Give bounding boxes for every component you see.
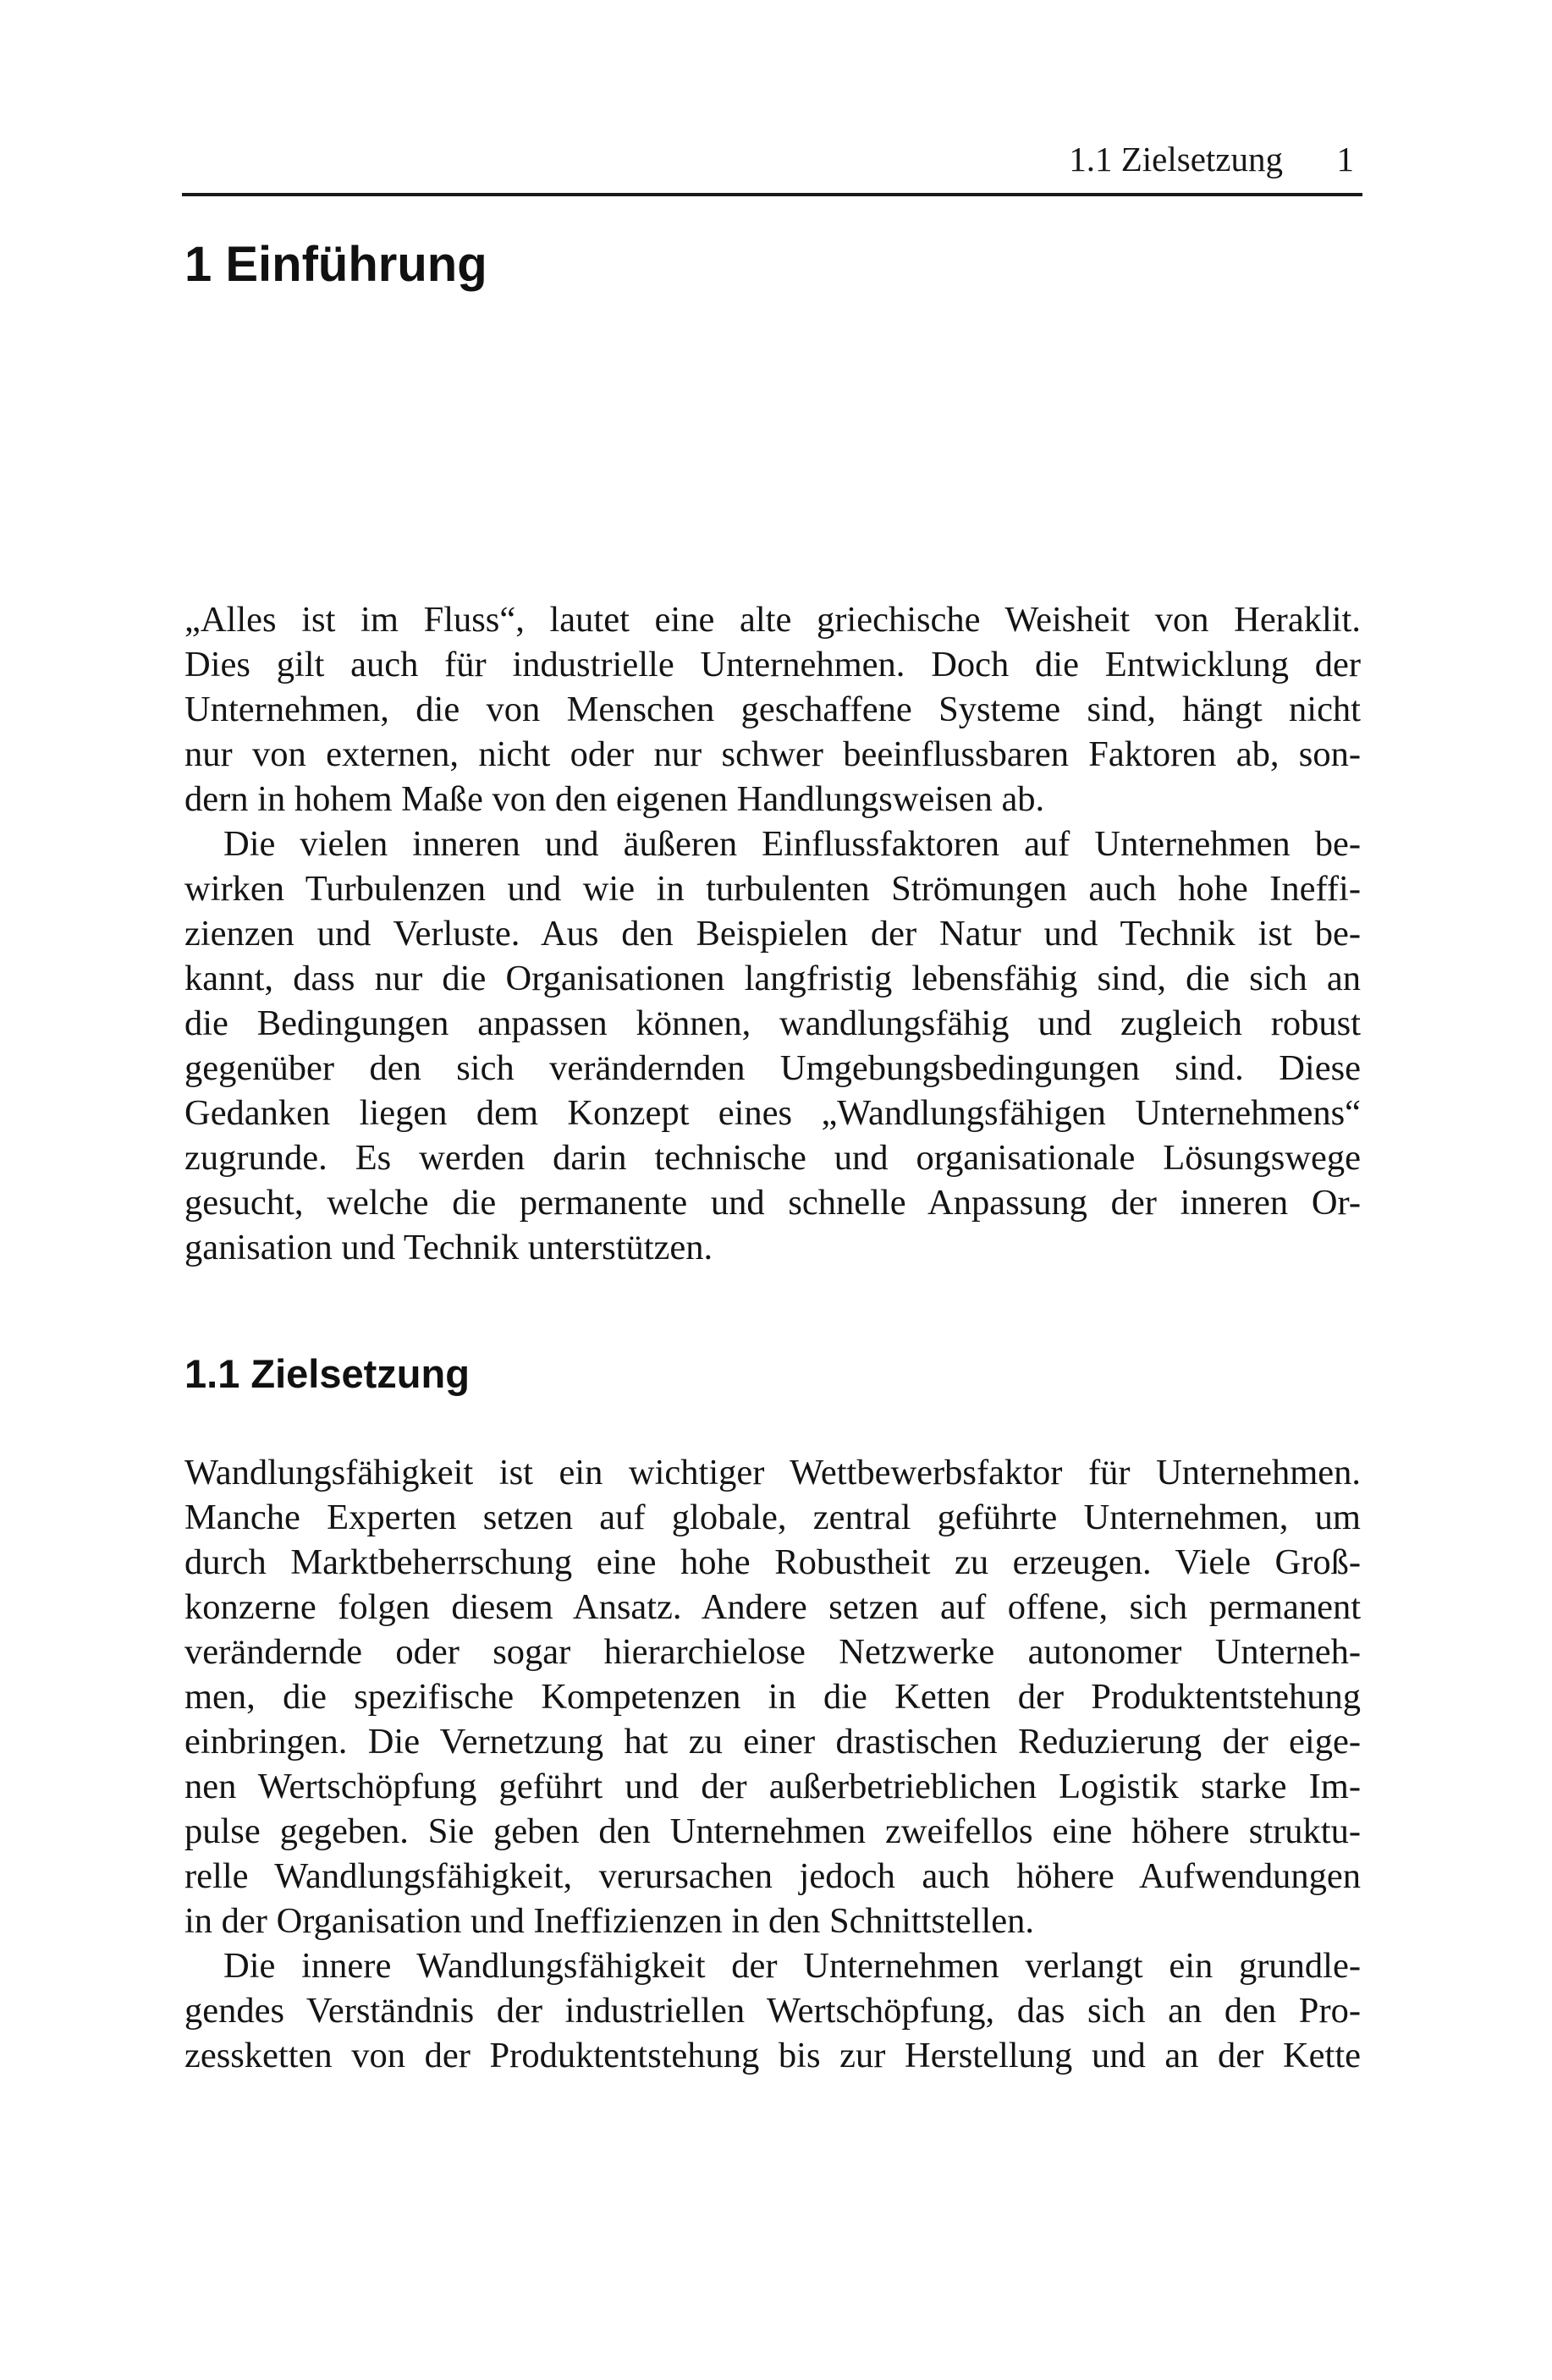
- text-line: relle Wandlungsfähigkeit, verursachen jedoch auch höhere Aufwendungen: [184, 1856, 1361, 1896]
- text-line: die Bedingungen anpassen können, wandlungsfähig und zugleich robust: [184, 1003, 1361, 1043]
- text-line: Gedanken liegen dem Konzept eines „Wandlungsfähigen Unternehmens“: [184, 1093, 1361, 1133]
- text-line: nur von externen, nicht oder nur schwer beeinflussbaren Faktoren ab, son-: [184, 734, 1361, 774]
- text-line: zessketten von der Produktentstehung bis zur Herstellung und an der Kette: [184, 2036, 1361, 2075]
- text-line: zienzen und Verluste. Aus den Beispielen der Natur und Technik ist be-: [184, 914, 1361, 954]
- text-line: ganisation und Technik unterstützen.: [184, 1228, 713, 1267]
- text-line: gegenüber den sich verändernden Umgebungsbedingungen sind. Diese: [184, 1048, 1361, 1088]
- text-line: wirken Turbulenzen und wie in turbulenten Strömungen auch hohe Ineffi-: [184, 869, 1361, 909]
- paragraph: [184, 1450, 1361, 1943]
- chapter-title: 1 Einführung: [184, 237, 487, 292]
- paragraph: [184, 822, 1361, 1270]
- text-line: konzerne folgen diesem Ansatz. Andere setzen auf offene, sich permanent: [184, 1587, 1361, 1627]
- text-line: Manche Experten setzen auf globale, zentral geführte Unternehmen, um: [184, 1498, 1361, 1537]
- text-line: durch Marktbeherrschung eine hohe Robustheit zu erzeugen. Viele Groß-: [184, 1542, 1361, 1582]
- text-line: zugrunde. Es werden darin technische und organisationale Lösungswege: [184, 1138, 1361, 1178]
- text-line: gendes Verständnis der industriellen Wertschöpfung, das sich an den Pro-: [184, 1991, 1361, 2031]
- text-line: men, die spezifische Kompetenzen in die Ketten der Produktentstehung: [184, 1677, 1361, 1717]
- page-number: 1: [1336, 140, 1354, 179]
- text-line: Die vielen inneren und äußeren Einflussfaktoren auf Unternehmen be-: [223, 824, 1361, 864]
- text-line: Unternehmen, die von Menschen geschaffene Systeme sind, hängt nicht: [184, 690, 1361, 729]
- text-line: dern in hohem Maße von den eigenen Handlungsweisen ab.: [184, 779, 1045, 819]
- text-line: verändernde oder sogar hierarchielose Netzwerke autonomer Unterneh-: [184, 1632, 1361, 1672]
- text-line: kannt, dass nur die Organisationen langfristig lebensfähig sind, die sich an: [184, 959, 1361, 998]
- text-line: pulse gegeben. Sie geben den Unternehmen zweifellos eine höhere struktu-: [184, 1811, 1361, 1851]
- text-line: Wandlungsfähigkeit ist ein wichtiger Wettbewerbsfaktor für Unternehmen.: [184, 1453, 1361, 1492]
- text-line: nen Wertschöpfung geführt und der außerbetrieblichen Logistik starke Im-: [184, 1767, 1361, 1806]
- paragraph: [184, 597, 1361, 822]
- text-line: in der Organisation und Ineffizienzen in den Schnittstellen.: [184, 1901, 1035, 1941]
- section-title: 1.1 Zielsetzung: [184, 1351, 470, 1396]
- text-line: „Alles ist im Fluss“, lautet eine alte griechische Weisheit von Heraklit.: [184, 600, 1361, 640]
- header-rule: [182, 193, 1362, 196]
- intro-text: [184, 597, 1361, 1270]
- text-line: einbringen. Die Vernetzung hat zu einer drastischen Reduzierung der eige-: [184, 1722, 1361, 1762]
- running-head: [184, 137, 1361, 181]
- running-head-section: 1.1 Zielsetzung: [1069, 140, 1283, 179]
- text-line: gesucht, welche die permanente und schnelle Anpassung der inneren Or-: [184, 1183, 1361, 1223]
- paragraph: [184, 1943, 1361, 2078]
- section-text: [184, 1450, 1361, 2078]
- text-line: Dies gilt auch für industrielle Unternehmen. Doch die Entwicklung der: [184, 645, 1361, 684]
- text-line: Die innere Wandlungsfähigkeit der Unternehmen verlangt ein grundle-: [223, 1946, 1361, 1986]
